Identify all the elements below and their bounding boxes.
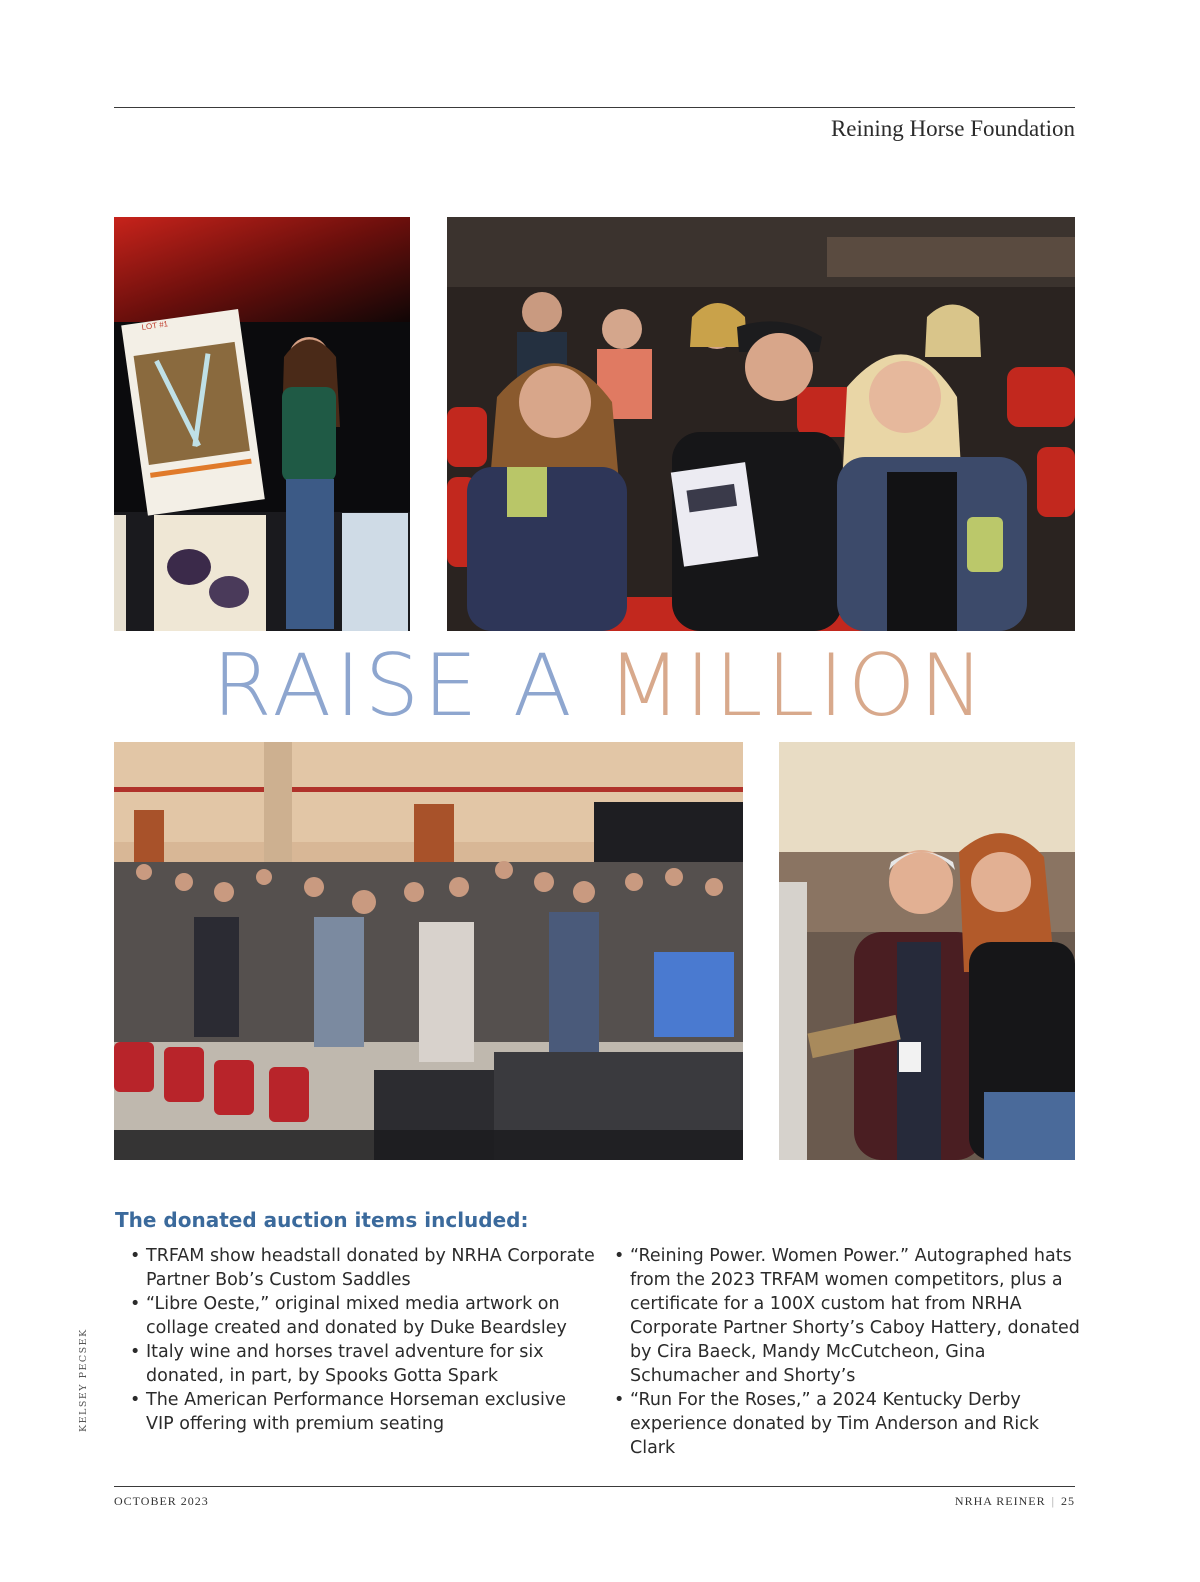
page-number: 25 bbox=[1061, 1494, 1075, 1508]
top-rule bbox=[114, 107, 1075, 108]
list-item: • “Run For the Roses,” a 2024 Kentucky Derby experience donated by Tim Anderson and Rick Clark bbox=[614, 1388, 1084, 1460]
auction-items-left-column bbox=[130, 1244, 595, 1436]
list-item: • “Libre Oeste,” original mixed media artwork on collage created and donated by Duke Beardsley bbox=[130, 1292, 595, 1340]
photo-credit-text: KELSEY PECSEK bbox=[78, 1328, 89, 1432]
photo-signing bbox=[779, 742, 1075, 1160]
photo-crowd bbox=[114, 742, 743, 1160]
section-title: Reining Horse Foundation bbox=[830, 116, 1075, 141]
headline bbox=[0, 636, 1200, 736]
footer-date: OCTOBER 2023 bbox=[114, 1494, 209, 1508]
list-item: • Italy wine and horses travel adventure for six donated, in part, by Spooks Gotta Spark bbox=[130, 1340, 595, 1388]
auction-items-right-column bbox=[614, 1244, 1084, 1460]
list-item: • The American Performance Horseman exclusive VIP offering with premium seating bbox=[130, 1388, 595, 1436]
footer-publication-name: NRHA REINER bbox=[954, 1494, 1046, 1508]
photo-audience bbox=[447, 217, 1075, 631]
footer-separator: | bbox=[1051, 1494, 1055, 1508]
headline-word-2: MILLION bbox=[607, 636, 988, 736]
footer-publication bbox=[955, 1494, 1075, 1509]
list-item: • TRFAM show headstall donated by NRHA Corporate Partner Bob’s Custom Saddles bbox=[130, 1244, 595, 1292]
photo-auction-presenter bbox=[114, 217, 410, 631]
list-item: • “Reining Power. Women Power.” Autographed hats from the 2023 TRFAM women competitors, plus a certificate for a 100X custom hat from NRHA Corporate Partner Shorty’s Caboy Hattery, donated by Cira Baeck, Mandy McCutcheon, Gina Schumacher and Shorty’s bbox=[614, 1244, 1084, 1388]
sign-lot-label: LOT #1 bbox=[141, 319, 169, 332]
bottom-rule bbox=[114, 1486, 1075, 1487]
photo-credit bbox=[70, 1328, 100, 1438]
headline-word-1: RAISE A bbox=[212, 636, 576, 736]
auction-items-heading: The donated auction items included: bbox=[115, 1208, 529, 1232]
